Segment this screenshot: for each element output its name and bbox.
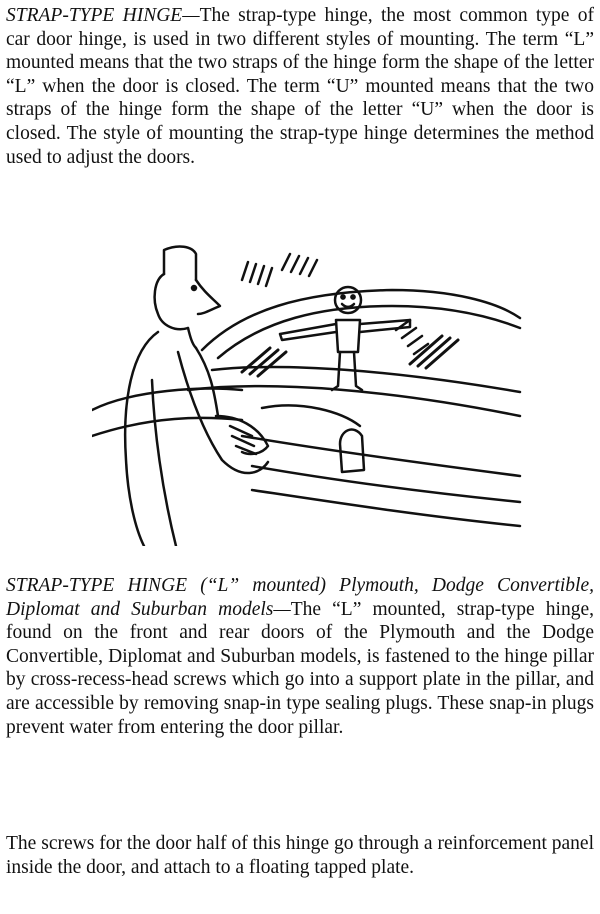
paragraph-strap-type-hinge	[6, 4, 594, 169]
paragraph-door-half-screws: The screws for the door half of this hinge go through a reinforcement panel inside the door, and attach to a floating tapped plate.	[6, 833, 594, 878]
mechanic-car-illustration	[92, 240, 522, 546]
mechanic-figure	[125, 247, 268, 546]
paragraph-body: The “L” mounted, strap-type hinge, found on the front and rear doors of the Plymouth and the Dodge Convertible, Diplomat and Suburban models, is fastened to the hinge pillar by cross-recess-head screws which go into a support plate in the pillar, and are accessible by removing snap-in type sealing plugs. These snap-in plugs prevent water from entering the door pillar.	[6, 598, 594, 738]
paragraph-l-mounted-hinge	[6, 574, 594, 739]
car-body	[92, 290, 520, 526]
paragraph-lead: STRAP-TYPE HINGE (“L” mounted) Plymouth, Dodge Convertible, Diplomat and Suburban models—	[6, 575, 594, 620]
paragraph-lead: STRAP-TYPE HINGE—	[6, 5, 200, 26]
paragraph-body: The strap-type hinge, the most common type of car door hinge, is used in two different styles of mounting. The term “L” mounted means that the two straps of the hinge form the shape of the letter “L” when the door is closed. The term “U” mounted means that the two straps of the hinge form the shape of the letter “U” when the door is closed. The style of mounting the strap-type hinge determines the method used to adjust the doors.	[6, 5, 594, 168]
